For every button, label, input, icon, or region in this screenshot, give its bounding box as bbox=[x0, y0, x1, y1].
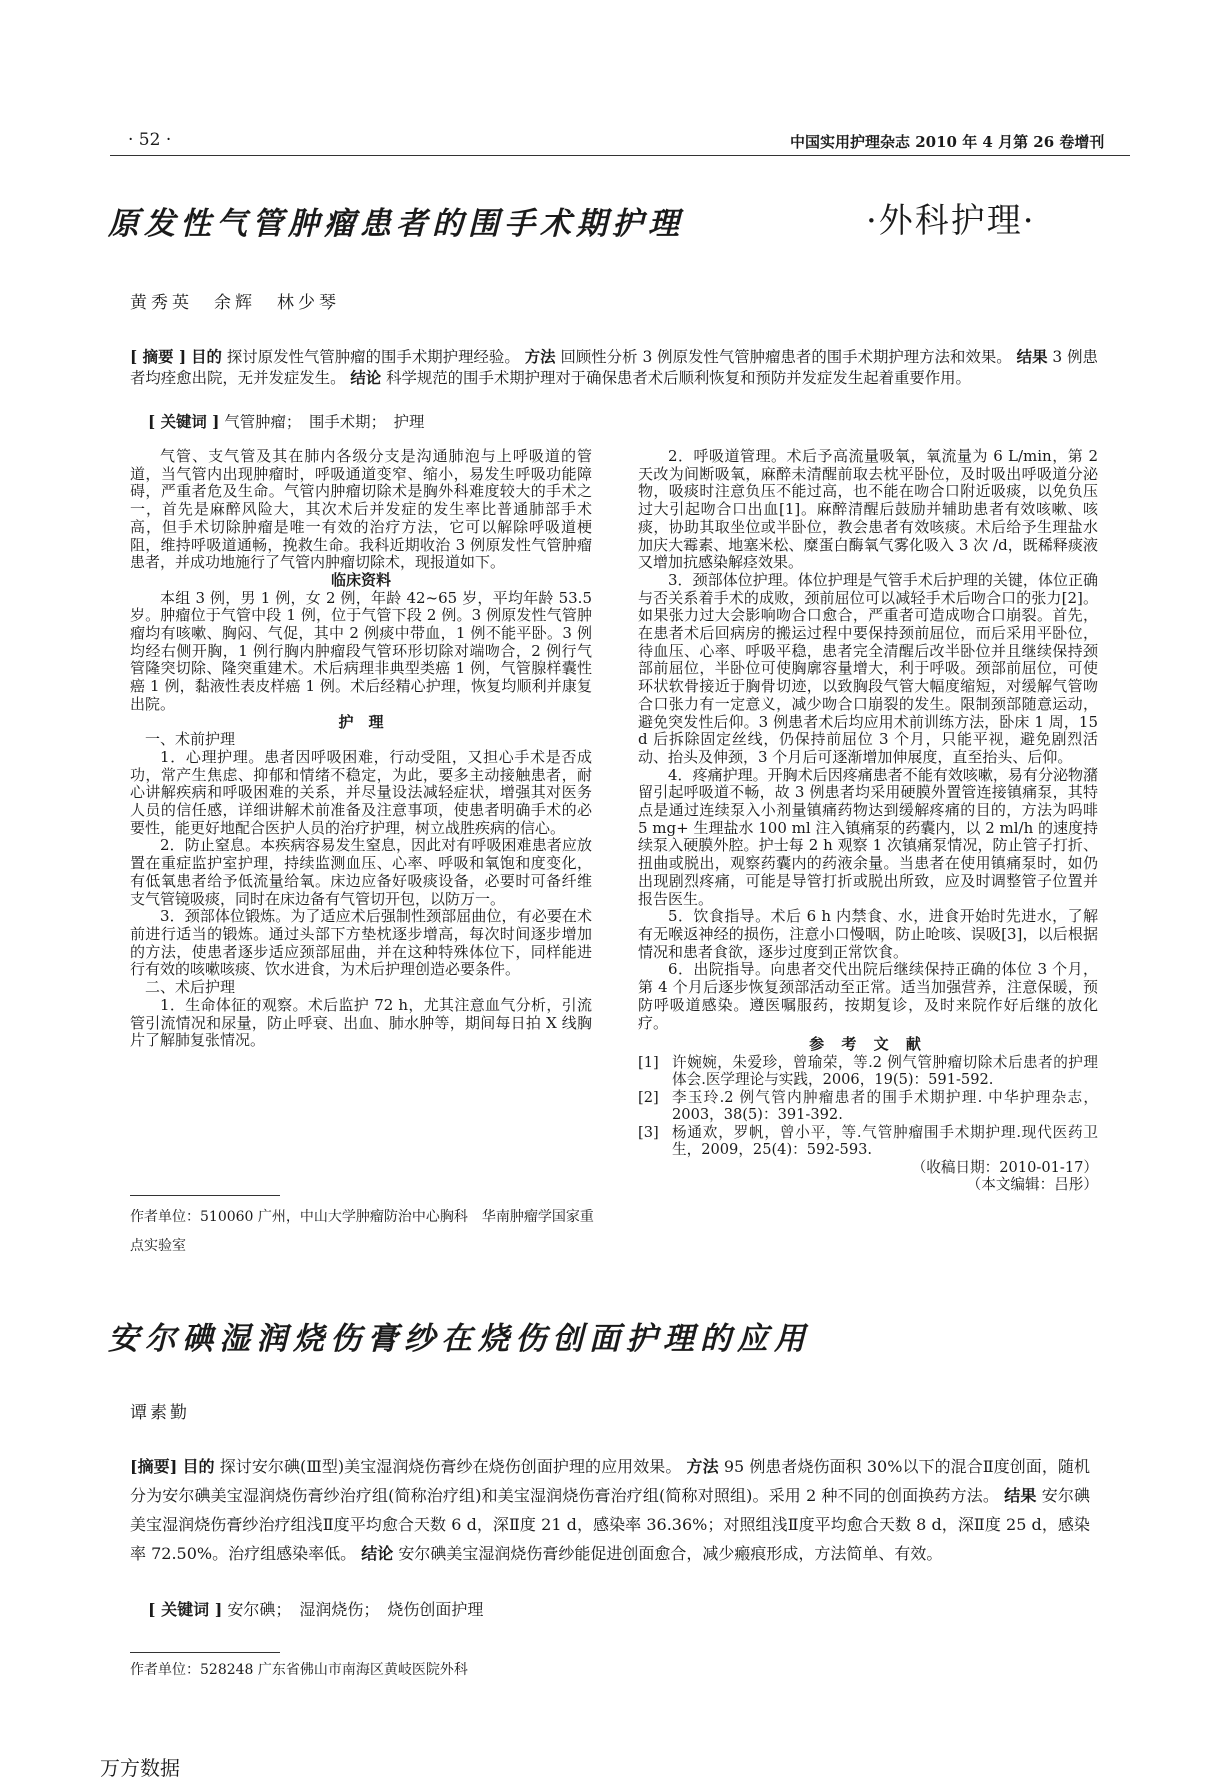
reference-item bbox=[638, 1124, 1098, 1159]
article2-author-unit: 作者单位：528248 广东省佛山市南海区黄岐医院外科 bbox=[130, 1662, 468, 1678]
clinical-heading: 临床资料 bbox=[330, 570, 391, 589]
result-text: 安尔碘美宝湿润烧伤膏纱治疗组浅Ⅱ度平均愈合天数 6 d，深Ⅱ度 21 d，感染率 36.36%；对照组浅Ⅱ度平均愈合天数 8 d，深Ⅱ度 25 d，感染率 72.50%。治疗组感染率低。 bbox=[130, 1486, 1091, 1563]
objective-label: 目的 bbox=[191, 348, 222, 366]
result-label: 结果 bbox=[1016, 348, 1048, 366]
reference-number: [1] bbox=[638, 1053, 659, 1071]
page-number: · 52 · bbox=[128, 130, 172, 150]
header-divider bbox=[110, 155, 1130, 156]
keywords-text: 气管肿瘤； 围手术期； 护理 bbox=[224, 413, 425, 431]
article2-abstract bbox=[130, 1452, 1090, 1568]
clinical-paragraph: 本组 3 例，男 1 例，女 2 例，年龄 42~65 岁，平均年龄 53.5 岁。肿瘤位于气管中段 1 例，位于气管下段 2 例。3 例原发性气管肿瘤均有咳嗽、胸闷、气促，其中 2 例痰中带血，1 例不能平卧。3 例均经右侧开胸，1 例行胸内肿瘤段气管环形切除对端吻合，2 例行气管隆突切除、隆突重建术。术后病理非典型类癌 1 例，气管腺样囊性癌 1 例，黏液性表皮样癌 1 例。术后经精心护理，恢复均顺利并康复出院。 bbox=[130, 588, 592, 713]
objective-text: 探讨安尔碘(Ⅲ型)美宝湿润烧伤膏纱在烧伤创面护理的应用效果。 bbox=[219, 1457, 682, 1476]
paragraph: 1．心理护理。患者因呼吸困难，行动受阻，又担心手术是否成功，常产生焦虑、抑郁和情绪不稳定，为此，要多主动接触患者，耐心讲解疾病和呼吸困难的关系，并尽量设法减轻症状，增强其对医务人员的信任感，详细讲解术前准备及注意事项，使患者明确手术的必要性，能更好地配合医护人员的治疗护理，树立战胜疾病的信心。 bbox=[130, 747, 592, 837]
method-text: 95 例患者烧伤面积 30%以下的混合Ⅱ度创面，随机分为安尔碘美宝湿润烧伤膏纱治疗组(简称治疗组)和美宝湿润烧伤膏治疗组(简称对照组)。采用 2 种不同的创面换药方法。 bbox=[130, 1457, 1090, 1505]
reference-number: [3] bbox=[638, 1123, 659, 1141]
keywords-label: [ 关键词 ] bbox=[148, 1600, 223, 1619]
paragraph: 6．出院指导。向患者交代出院后继续保持正确的体位 3 个月，第 4 个月后逐步恢复颈部活动至正常。适当加强营养，注意保暖，预防呼吸道感染。遵医嘱服药，按期复诊，及时来院作好后继的放化疗。 bbox=[638, 960, 1098, 1032]
right-column bbox=[638, 448, 1098, 1194]
reference-text: 杨通欢，罗帆，曾小平，等.气管肿瘤围手术期护理.现代医药卫生，2009，25(4)：592-593. bbox=[672, 1123, 1098, 1159]
reference-number: [2] bbox=[638, 1088, 659, 1106]
left-column bbox=[130, 448, 592, 1050]
method-label: 方法 bbox=[686, 1457, 719, 1476]
keywords-text: 安尔碘； 湿润烧伤； 烧伤创面护理 bbox=[227, 1600, 484, 1619]
method-text: 回顾性分析 3 例原发性气管肿瘤患者的围手术期护理方法和效果。 bbox=[560, 348, 1012, 366]
reference-text: 许婉婉，朱爱珍，曾瑜荣，等.2 例气管肿瘤切除术后患者的护理体会.医学理论与实践，2006，19(5)：591-592. bbox=[672, 1053, 1098, 1089]
preop-heading: 一、术前护理 bbox=[145, 730, 236, 749]
paragraph: 1．生命体征的观察。术后监护 72 h，尤其注意血气分析，引流管引流情况和尿量，防止呼衰、出血、肺水肿等，期间每日拍 X 线胸片了解肺复张情况。 bbox=[130, 995, 592, 1050]
article2-title: 安尔碘湿润烧伤膏纱在烧伤创面护理的应用 bbox=[108, 1321, 811, 1357]
result-text: 3 例患者均痊愈出院，无并发症发生。 bbox=[130, 348, 1098, 387]
reference-text: 李玉玲.2 例气管内肿瘤患者的围手术期护理. 中华护理杂志，2003，38(5)：391-392. bbox=[672, 1088, 1098, 1124]
abstract-label: [ 摘要 ] bbox=[130, 348, 187, 366]
objective-text: 探讨原发性气管肿瘤的围手术期护理经验。 bbox=[226, 348, 520, 366]
conclusion-label: 结论 bbox=[350, 369, 382, 387]
article1-abstract bbox=[130, 347, 1098, 389]
footnote-divider bbox=[130, 1195, 280, 1196]
keywords-label: [ 关键词 ] bbox=[148, 413, 220, 431]
nursing-heading: 护 理 bbox=[338, 712, 384, 731]
footer-watermark: 万方数据 bbox=[100, 1756, 180, 1780]
reference-item bbox=[638, 1054, 1098, 1089]
conclusion-text: 安尔碘美宝湿润烧伤膏纱能促进创面愈合，减少瘢痕形成，方法简单、有效。 bbox=[398, 1544, 943, 1563]
result-label: 结果 bbox=[1004, 1486, 1037, 1505]
article2-author: 谭素勤 bbox=[130, 1403, 190, 1423]
paragraph: 4．疼痛护理。开胸术后因疼痛患者不能有效咳嗽，易有分泌物潴留引起呼吸道不畅，故 3 例患者均采用硬膜外置管连接镇痛泵，其特点是通过连续泵入小剂量镇痛药物达到缓解疼痛的目的，方法为吗啡 5 mg+ 生理盐水 100 ml 注入镇痛泵的药囊内，以 2 ml/h 的速度持续泵入硬膜外腔。护士每 2 h 观察 1 次镇痛泵情况，防止管子打折、扭曲或脱出，观察药囊内的药液余量。当患者在使用镇痛泵时，如仍出现剧烈疼痛，可能是导管打折或脱出所致，应及时调整管子位置并报告医生。 bbox=[638, 765, 1099, 908]
abstract-label: [摘要] bbox=[130, 1457, 178, 1476]
article1-author-unit: 作者单位：510060 广州，中山大学肿瘤防治中心胸科 华南肿瘤学国家重点实验室 bbox=[130, 1209, 594, 1254]
journal-info: 中国实用护理杂志 2010 年 4 月第 26 卷增刊 bbox=[790, 133, 1105, 151]
paragraph: 3．颈部体位锻炼。为了适应术后强制性颈部屈曲位，有必要在术前进行适当的锻炼。通过头部下方垫枕逐步增高，每次时间逐步增加的方法，使患者逐步适应颈部屈曲，并在这种特殊体位下，同样能进行有效的咳嗽咳痰、饮水进食，为术后护理创造必要条件。 bbox=[130, 907, 592, 979]
conclusion-text: 科学规范的围手术期护理对于确保患者术后顺利恢复和预防并发症发生起着重要作用。 bbox=[386, 369, 971, 387]
method-label: 方法 bbox=[524, 348, 556, 366]
section-label: ·外科护理· bbox=[866, 201, 1036, 241]
article2-keywords bbox=[148, 1597, 483, 1620]
received-date: （收稿日期：2010-01-17） bbox=[911, 1158, 1098, 1176]
paragraph: 2．呼吸道管理。术后予高流量吸氧，氧流量为 6 L/min，第 2 天改为间断吸氧，麻醉未清醒前取去枕平卧位，及时吸出呼吸道分泌物，吸痰时注意负压不能过高，也不能在吻合口附近吸痰，以免负压过大引起吻合口出血[1]。麻醉清醒后鼓励并辅助患者有效咳嗽、咳痰，协助其取坐位或半卧位，教会患者有效咳痰。术后给予生理盐水加庆大霉素、地塞米松、糜蛋白酶氧气雾化吸入 3 次 /d，既稀释痰液又增加抗感染解痉效果。 bbox=[638, 447, 1098, 572]
article1-title: 原发性气管肿瘤患者的围手术期护理 bbox=[108, 206, 684, 242]
article1-keywords bbox=[148, 410, 424, 432]
intro-paragraph: 气管、支气管及其在肺内各级分支是沟通肺泡与上呼吸道的管道，当气管内出现肿瘤时，呼吸通道变窄、缩小，易发生呼吸功能障碍，严重者危及生命。气管内肿瘤切除术是胸外科难度较大的手术之一，首先是麻醉风险大，其次术后并发症的发生率比普通肺部手术高，但手术切除肿瘤是唯一有效的治疗方法，它可以解除呼吸道梗阻，维持呼吸道通畅，挽救生命。我科近期收治 3 例原发性气管肿瘤患者，并成功地施行了气管内肿瘤切除术，现报道如下。 bbox=[130, 447, 592, 572]
reference-item bbox=[638, 1089, 1098, 1124]
paragraph: 2．防止窒息。本疾病容易发生窒息，因此对有呼吸困难患者应放置在重症监护室护理，持续监测血压、心率、呼吸和氧饱和度变化，有低氧患者给予低流量给氧。床边应备好吸痰设备，必要时可备纤维支气管镜吸痰，同时在床边备有气管切开包，以防万一。 bbox=[130, 836, 592, 908]
editor-note: （本文编辑：吕彤） bbox=[966, 1176, 1098, 1194]
article1-authors: 黄秀英 余辉 林少琴 bbox=[130, 293, 340, 313]
conclusion-label: 结论 bbox=[361, 1544, 394, 1563]
postop-heading: 二、术后护理 bbox=[145, 978, 236, 997]
references-heading: 参 考 文 献 bbox=[809, 1035, 927, 1054]
footnote-divider bbox=[130, 1652, 280, 1653]
paragraph: 5．饮食指导。术后 6 h 内禁食、水，进食开始时先进水，了解有无喉返神经的损伤，注意小口慢咽，防止呛咳、误吸[3]，以后根据情况和患者食欲，逐步过度到正常饮食。 bbox=[638, 907, 1098, 961]
objective-label: 目的 bbox=[182, 1457, 215, 1476]
paragraph: 3．颈部体位护理。体位护理是气管手术后护理的关键，体位正确与否关系着手术的成败，颈前屈位可以减轻手术后吻合口的张力[2]。如果张力过大会影响吻合口愈合，严重者可造成吻合口崩裂。首先，在患者术后回病房的搬运过程中要保持颈前屈位，而后采用平卧位，待血压、心率、呼吸平稳，患者完全清醒后改半卧位并且继续保持颈部前屈位，半卧位可使胸廓容量增大，利于呼吸。颈部前屈位，可使环状软骨接近于胸骨切迹，以致胸段气管大幅度缩短，对缓解气管吻合口张力有一定意义，减少吻合口崩裂的发生。限制颈部随意运动，避免突发性后仰。3 例患者术后均应用术前训练方法，卧床 1 周，15 d 后拆除固定丝线，仍保持前屈位 3 个月，只能平视，避免剧烈活动、抬头及伸颈，3 个月后可逐渐增加伸展度，直至抬头、后仰。 bbox=[638, 570, 1098, 766]
